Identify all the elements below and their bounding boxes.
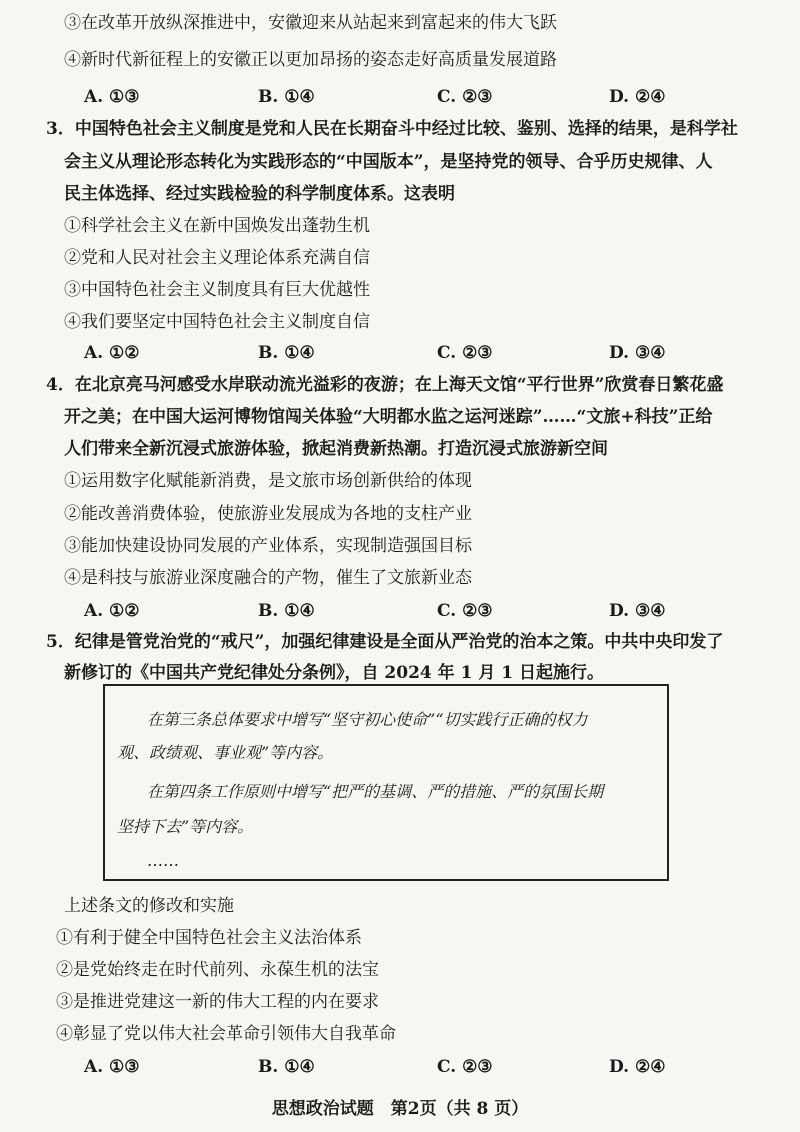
q4-stem-line-3: 人们带来全新沉浸式旅游体验，掀起消费新热潮。打造沉浸式旅游新空间 <box>64 439 608 459</box>
q2-item-3: ③在改革开放纵深推进中，安徽迎来从站起来到富起来的伟大飞跃 <box>64 13 557 33</box>
q3-stem-line-2: 会主义从理论形态转化为实践形态的“中国版本”，是坚持党的领导、合乎历史规律、人 <box>64 152 713 172</box>
q5-option-d: D. ②④ <box>609 1057 666 1077</box>
q4-stem-line-2: 开之美；在中国大运河博物馆闯关体验“大明都水监之运河迷踪”……“文旅+科技”正给 <box>64 407 713 427</box>
q3-item-1: ①科学社会主义在新中国焕发出蓬勃生机 <box>64 216 370 236</box>
q3-stem-line-3: 民主体选择、经过实践检验的科学制度体系。这表明 <box>64 184 455 204</box>
q5-lead: 上述条文的修改和实施 <box>64 896 234 916</box>
q3-item-2: ②党和人民对社会主义理论体系充满自信 <box>64 248 370 268</box>
q4-option-b: B. ①④ <box>258 601 315 621</box>
q3-item-4: ④我们要坚定中国特色社会主义制度自信 <box>64 312 370 332</box>
q5-stem-line-2: 新修订的《中国共产党纪律处分条例》，自 2024 年 1 月 1 日起施行。 <box>64 663 604 683</box>
q5-option-b: B. ①④ <box>258 1057 315 1077</box>
q4-option-d: D. ③④ <box>609 601 666 621</box>
q4-stem-line-1: 4．在北京亮马河感受水岸联动流光溢彩的夜游；在上海天文馆“平行世界”欣赏春日繁花盛 <box>46 375 724 395</box>
q4-item-1: ①运用数字化赋能新消费，是文旅市场创新供给的体现 <box>64 471 472 491</box>
q2-option-c: C. ②③ <box>437 87 493 107</box>
q4-option-c: C. ②③ <box>437 601 493 621</box>
q3-option-b: B. ①④ <box>258 343 315 363</box>
q5-box-line-2: 观、政绩观、事业观”等内容。 <box>117 743 334 762</box>
q3-stem-line-1: 3．中国特色社会主义制度是党和人民在长期奋斗中经过比较、鉴别、选择的结果，是科学社 <box>46 119 738 139</box>
q4-item-2: ②能改善消费体验，使旅游业发展成为各地的支柱产业 <box>64 504 472 524</box>
q5-item-3: ③是推进党建这一新的伟大工程的内在要求 <box>56 992 379 1012</box>
q5-box-line-4: 坚持下去”等内容。 <box>117 817 254 836</box>
q5-box-line-1: 在第三条总体要求中增写“坚守初心使命”“切实践行正确的权力 <box>147 710 588 729</box>
q5-box-ellipsis: …… <box>147 851 179 870</box>
q4-item-3: ③能加快建设协同发展的产业体系，实现制造强国目标 <box>64 536 472 556</box>
q5-box-line-3: 在第四条工作原则中增写“把严的基调、严的措施、严的氛围长期 <box>147 782 604 801</box>
q4-item-4: ④是科技与旅游业深度融合的产物，催生了文旅新业态 <box>64 568 472 588</box>
q3-item-3: ③中国特色社会主义制度具有巨大优越性 <box>64 280 370 300</box>
q4-option-a: A. ①② <box>84 601 140 621</box>
q3-option-a: A. ①② <box>84 343 140 363</box>
q5-item-2: ②是党始终走在时代前列、永葆生机的法宝 <box>56 960 379 980</box>
q3-option-d: D. ③④ <box>609 343 666 363</box>
q5-stem-line-1: 5．纪律是管党治党的“戒尺”，加强纪律建设是全面从严治党的治本之策。中共中央印发了 <box>46 632 724 652</box>
q5-option-a: A. ①③ <box>84 1057 140 1077</box>
q2-option-b: B. ①④ <box>258 87 315 107</box>
q3-option-c: C. ②③ <box>437 343 493 363</box>
q2-option-d: D. ②④ <box>609 87 666 107</box>
q5-material-box <box>103 684 669 881</box>
q2-option-a: A. ①③ <box>84 87 140 107</box>
q5-item-1: ①有利于健全中国特色社会主义法治体系 <box>56 928 362 948</box>
q5-item-4: ④彰显了党以伟大社会革命引领伟大自我革命 <box>56 1024 396 1044</box>
q2-item-4: ④新时代新征程上的安徽正以更加昂扬的姿态走好高质量发展道路 <box>64 50 557 70</box>
page-footer: 思想政治试题 第2页（共 8 页） <box>271 1099 529 1119</box>
q5-option-c: C. ②③ <box>437 1057 493 1077</box>
